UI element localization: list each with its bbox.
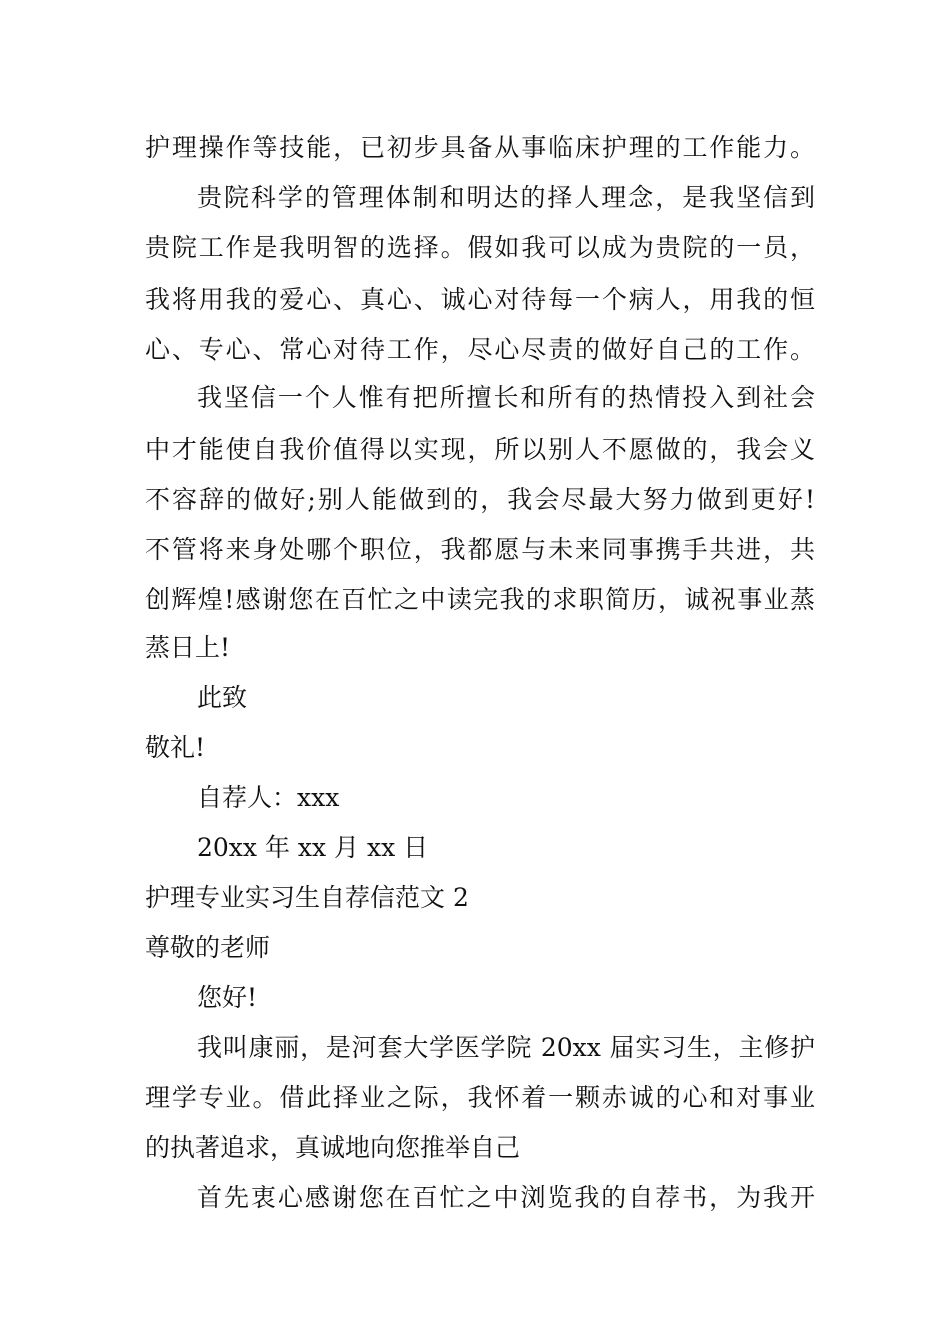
date: 20xx 年 xx 月 xx 日	[197, 833, 429, 862]
section-title: 护理专业实习生自荐信范文 2	[145, 883, 469, 912]
text-line: 的执著追求，真诚地向您推举自己	[145, 1133, 521, 1162]
greeting: 尊敬的老师	[145, 933, 271, 962]
text-line: 护理操作等技能，已初步具备从事临床护理的工作能力。	[145, 133, 815, 162]
text-line: 我坚信一个人惟有把所擅长和所有的热情投入到社会	[197, 383, 815, 412]
text-line: 理学专业。借此择业之际，我怀着一颗赤诚的心和对事业	[145, 1083, 815, 1112]
text-line: 首先衷心感谢您在百忙之中浏览我的自荐书，为我开	[197, 1183, 815, 1212]
closing-salutation: 此致	[197, 683, 248, 712]
text-line: 不管将来身处哪个职位，我都愿与未来同事携手共进，共	[145, 535, 815, 564]
text-line: 心、专心、常心对待工作，尽心尽责的做好自己的工作。	[145, 335, 815, 364]
text-line: 我叫康丽，是河套大学医学院 20xx 届实习生，主修护	[197, 1033, 815, 1062]
signature: 自荐人：xxx	[197, 783, 340, 812]
text-line: 中才能使自我价值得以实现，所以别人不愿做的，我会义	[145, 435, 815, 464]
text-line: 创辉煌!感谢您在百忙之中读完我的求职简历，诚祝事业蒸	[145, 585, 815, 614]
text-line: 贵院科学的管理体制和明达的择人理念，是我坚信到	[197, 183, 815, 212]
closing-respects: 敬礼!	[145, 733, 206, 762]
text-line: 贵院工作是我明智的选择。假如我可以成为贵院的一员，	[145, 233, 815, 262]
text-line: 蒸日上!	[145, 633, 231, 662]
greeting-hello: 您好!	[197, 983, 258, 1012]
text-line: 我将用我的爱心、真心、诚心对待每一个病人，用我的恒	[145, 285, 815, 314]
text-line: 不容辞的做好;别人能做到的，我会尽最大努力做到更好!	[145, 485, 815, 514]
